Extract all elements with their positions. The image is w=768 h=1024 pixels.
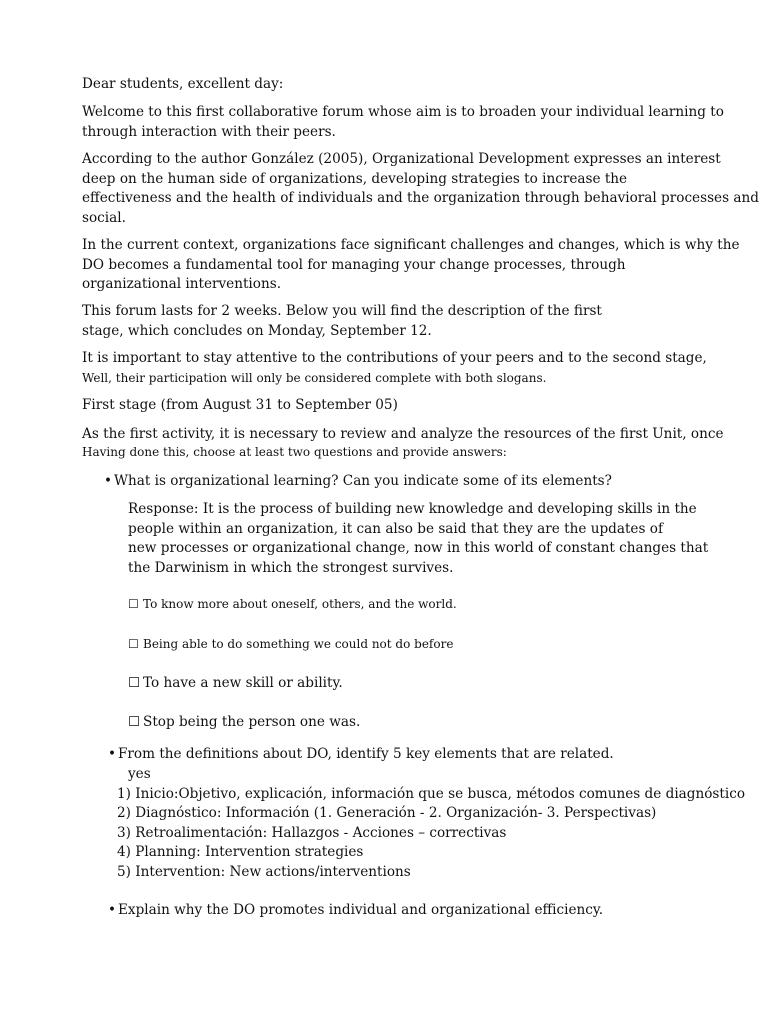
- bullet-icon: •: [104, 473, 113, 489]
- checkbox-icon: ☐: [128, 675, 141, 691]
- first-stage-heading: First stage (from August 31 to September 05): [82, 397, 398, 413]
- checkbox-icon: ☐: [128, 714, 141, 730]
- context-paragraph: In the current context, organizations face significant challenges and changes, which is why the DO becomes a fundamental tool for managing your change processes, through organizational interventions.: [82, 237, 740, 292]
- checkbox-icon: ☐: [128, 597, 139, 611]
- checklist-item: ☐ To have a new skill or ability.: [128, 674, 343, 694]
- question-2: [108, 745, 614, 765]
- welcome-paragraph: Welcome to this first collaborative forum whose aim is to broaden your individual learning to through interaction with their peers.: [82, 104, 724, 140]
- bullet-icon: •: [108, 746, 117, 762]
- question-1: [104, 472, 612, 492]
- bullet-icon: •: [108, 902, 117, 918]
- greeting: Dear students, excellent day:: [82, 76, 284, 92]
- question-3-text: Explain why the DO promotes individual and organizational efficiency.: [118, 902, 604, 918]
- checklist-item: ☐ Stop being the person one was.: [128, 713, 360, 733]
- checkbox-icon: ☐: [128, 637, 139, 651]
- checklist-item: ☐ Being able to do something we could not do before: [128, 635, 453, 655]
- question-1-text: What is organizational learning? Can you indicate some of its elements?: [114, 473, 612, 489]
- question-2-text: From the definitions about DO, identify 5 key elements that are related.: [118, 746, 614, 762]
- activity-paragraph: As the first activity, it is necessary to review and analyze the resources of the first Unit, once Having done this, choose at least two questions and provide answers:: [82, 426, 724, 459]
- checklist-item: ☐ To know more about oneself, others, and the world.: [128, 595, 457, 615]
- question-3: [108, 901, 603, 921]
- attentive-paragraph: It is important to stay attentive to the contributions of your peers and to the second stage, Well, their participation will only be considered complete with both slogans.: [82, 350, 707, 385]
- gonzalez-paragraph: According to the author González (2005), Organizational Development expresses an interest deep on the human side of organizations, developing strategies to increase the effectiveness and the health of individuals and the organization through behavioral processes and social.: [82, 151, 759, 226]
- duration-paragraph: This forum lasts for 2 weeks. Below you will find the description of the first stage, which concludes on Monday, September 12.: [82, 303, 602, 339]
- question-1-response: Response: It is the process of building new knowledge and developing skills in the people within an organization, it can also be said that they are the updates of new processes or organizational change, now in this world of constant changes that the Darwinism in which the strongest survives.: [128, 501, 709, 576]
- question-2-answer: yes 1) Inicio:Objetivo, explicación, información que se busca, métodos comunes de diagnóstico 2) Diagnóstico: Información (1. Generación - 2. Organización- 3. Perspectivas) 3) Retroalimentación: Hallazgos - Acciones – correctivas 4) Planning: Intervention strategies 5) Intervention: New actions/interventions: [117, 766, 746, 880]
